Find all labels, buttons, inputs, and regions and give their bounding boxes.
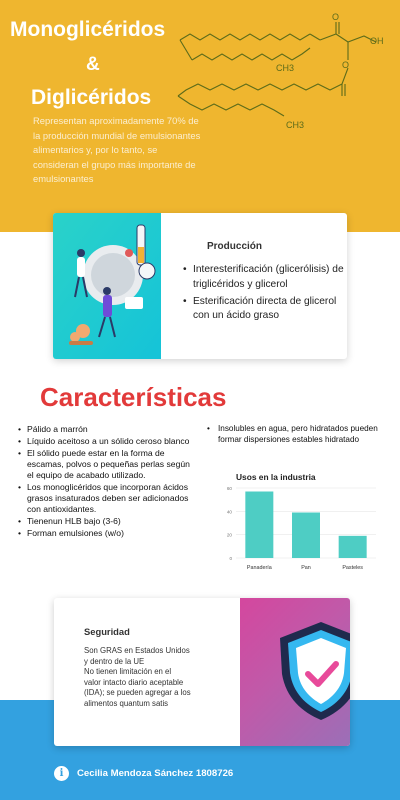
security-line: valor intacto diario aceptable: [84, 677, 184, 687]
security-line: y dentro de la UE: [84, 656, 145, 666]
characteristic-item: • El sólido puede estar en la forma de escamas, polvos o pequeñas perlas según el equipo de acabado utilizado.: [18, 448, 194, 482]
info-icon: i: [54, 766, 69, 781]
footer: [54, 766, 233, 781]
security-title: Seguridad: [84, 626, 130, 637]
characteristic-item: • Los monoglicéridos que incorporan ácidos grasos insaturados deben ser adicionados con antioxidantes.: [18, 482, 194, 516]
characteristics-heading: Características: [40, 382, 227, 412]
intro-paragraph: Representan aproximadamente 70% de la producción mundial de emulsionantes alimentarios y, por lo tanto, se consideran el grupo más importante de emulsionantes: [33, 115, 201, 185]
production-item: • Esterificación directa de glicerol con un ácido graso: [183, 295, 345, 325]
characteristics-list-right: [207, 424, 387, 446]
production-title: Producción: [207, 241, 263, 252]
characteristic-item: • Líquido aceitoso a un sólido ceroso blanco: [18, 436, 194, 447]
chart-y-tick-label: 0: [229, 556, 232, 561]
security-line: alimentos quantum satis: [84, 698, 169, 708]
chart-bar: [339, 536, 367, 558]
security-line: No tienen limitación en el: [84, 667, 172, 677]
security-card: [54, 598, 350, 746]
usage-chart: [220, 470, 380, 580]
title-monogliceridos: Monoglicéridos: [10, 18, 166, 41]
molecule-label-o-mid: O: [342, 60, 350, 70]
production-card: [53, 213, 347, 359]
laboratory-illustration: [53, 213, 161, 359]
chart-x-tick-label: Pasteles: [342, 565, 364, 571]
production-list: [183, 263, 345, 326]
chart-y-tick-label: 40: [226, 509, 232, 515]
security-line: Son GRAS en Estados Unidos: [84, 646, 190, 655]
title-ampersand: &: [86, 54, 100, 75]
security-text: [84, 646, 214, 710]
chart-y-tick-label: 60: [226, 486, 232, 491]
title-digliceridos: Diglicéridos: [31, 86, 152, 109]
molecule-label-o-top: O: [332, 12, 340, 22]
chart-title: Usos en la industria: [236, 472, 316, 482]
chart-bar: [292, 513, 320, 559]
security-line: (IDA); se pueden agregar a los: [84, 688, 191, 698]
chart-plot: [220, 470, 380, 580]
author-name: Cecilia Mendoza Sánchez 1808726: [77, 768, 234, 779]
characteristic-item: • Tienenun HLB bajo (3-6): [18, 516, 194, 527]
characteristic-item: • Forman emulsiones (w/o): [18, 528, 194, 539]
chart-y-tick-label: 20: [226, 532, 232, 538]
chart-bar: [245, 492, 273, 559]
characteristic-item: • Pálido a marrón: [18, 424, 194, 435]
chart-x-tick-label: Pan: [301, 565, 311, 571]
production-item: • Interesterificación (glicerólisis) de triglicéridos y glicerol: [183, 263, 345, 293]
characteristic-item: • Insolubles en agua, pero hidratados pueden formar dispersiones estables hidratado: [207, 424, 387, 446]
chart-x-tick-label: Panadería: [246, 565, 272, 571]
molecule-label-ch3-bottom: CH3: [286, 120, 305, 130]
molecule-label-oh: OH: [370, 36, 384, 46]
molecule-label-ch3-top: CH3: [276, 63, 295, 73]
characteristics-list-left: [18, 424, 194, 540]
shield-check-icon: [276, 620, 350, 722]
